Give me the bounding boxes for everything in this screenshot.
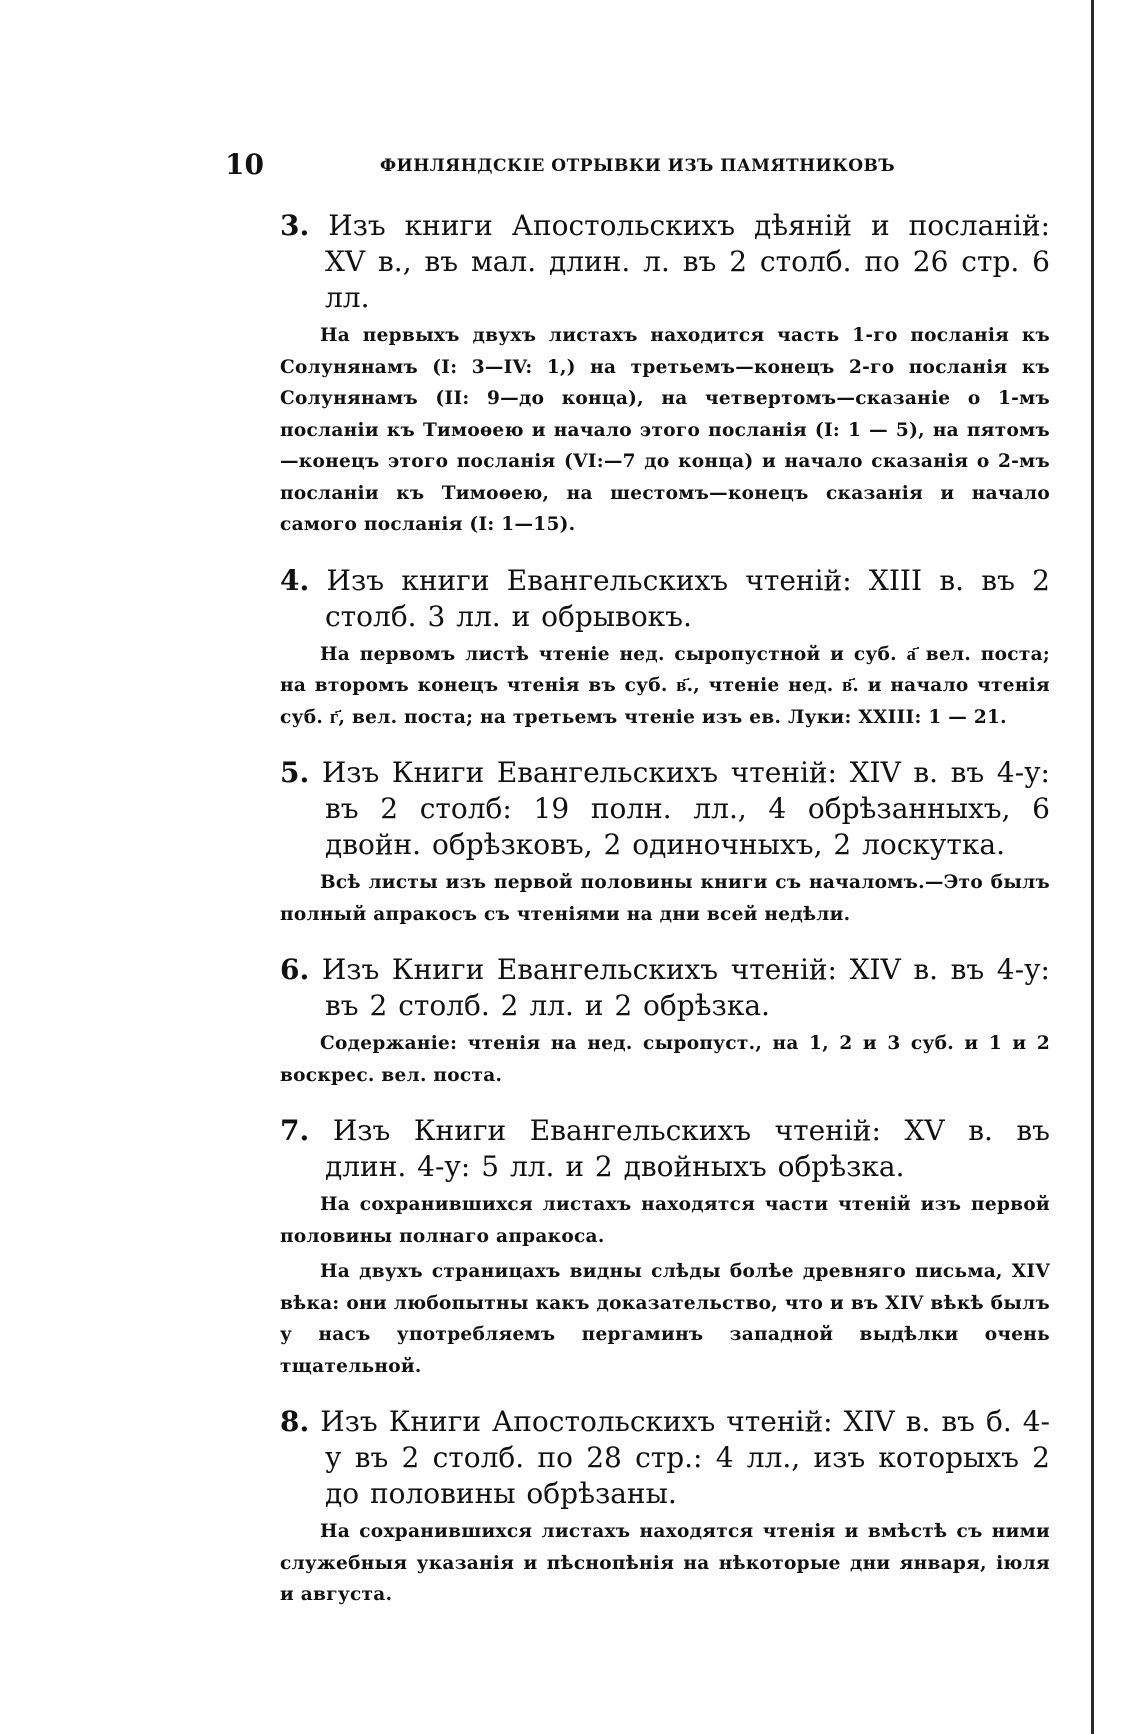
entry-number: 4. bbox=[280, 563, 310, 597]
catalog-entry bbox=[280, 1113, 1050, 1382]
entry-heading bbox=[280, 563, 1050, 635]
page-body bbox=[280, 208, 1050, 1633]
entry-title: Изъ книги Евангельскихъ чтеній: XIII в. въ 2 столб. 3 лл. и обрывокъ. bbox=[325, 563, 1050, 633]
catalog-entry bbox=[280, 755, 1050, 930]
entry-description: Всѣ листы изъ первой половины книги съ началомъ.—Это былъ полный апракосъ съ чтеніями на дни всей недѣли. bbox=[280, 872, 1050, 925]
entry-heading bbox=[280, 1113, 1050, 1185]
entry-description: Содержаніе: чтенія на нед. сыропуст., на 1, 2 и 3 суб. и 1 и 2 воскрес. вел. поста. bbox=[280, 1033, 1050, 1086]
catalog-entry bbox=[280, 563, 1050, 734]
running-head: ФИНЛЯНДСКІЕ ОТРЫВКИ ИЗЪ ПАМЯТНИКОВЪ bbox=[380, 156, 896, 176]
page-edge-line bbox=[1091, 0, 1094, 1734]
entry-heading bbox=[280, 208, 1050, 316]
entry-description: На сохранившихся листахъ находятся части чтеній изъ первой половины полнаго апракоса. bbox=[280, 1194, 1050, 1247]
catalog-entry bbox=[280, 208, 1050, 541]
page-number: 10 bbox=[225, 148, 264, 181]
entry-title: Изъ Книги Евангельскихъ чтеній: XV в. въ длин. 4-у: 5 лл. и 2 двойныхъ обрѣзка. bbox=[325, 1114, 1050, 1183]
entry-heading bbox=[280, 755, 1050, 863]
entry-title: Изъ книги Апостольскихъ дѣяній и посланій: XV в., въ мал. длин. л. въ 2 столб. по 26 стр. 6 лл. bbox=[325, 209, 1050, 314]
entry-title: Изъ Книги Апостольскихъ чтеній: XIV в. въ б. 4-у въ 2 столб. по 28 стр.: 4 лл., изъ которыхъ 2 до половины обрѣзаны. bbox=[320, 1405, 1050, 1510]
entry-number: 3. bbox=[280, 209, 310, 242]
entry-number: 6. bbox=[280, 953, 310, 986]
entry-number: 7. bbox=[280, 1114, 310, 1147]
entry-description: На первомъ листѣ чтеніе нед. сыропустной и суб. а҃ вел. поста; на второмъ конецъ чтенія въ суб. в҃., чтеніе нед. в҃. и начало чтенія суб. г҃, вел. поста; на третьемъ чтеніе изъ ев. Луки: XXIII: 1 — 21. bbox=[280, 643, 1050, 728]
entry-title: Изъ Книги Евангельскихъ чтеній: XIV в. въ 4-у: въ 2 столб: 19 полн. лл., 4 обрѣзанныхъ, 6 двойн. обрѣзковъ, 2 одиночныхъ, 2 лоскутка. bbox=[321, 756, 1050, 861]
catalog-entry bbox=[280, 952, 1050, 1091]
entry-number: 5. bbox=[280, 756, 310, 789]
entry-heading bbox=[280, 952, 1050, 1024]
catalog-entry bbox=[280, 1404, 1050, 1611]
entry-title: Изъ Книги Евангельскихъ чтеній: XIV в. въ 4-у: въ 2 столб. 2 лл. и 2 обрѣзка. bbox=[321, 953, 1050, 1022]
entry-number: 8. bbox=[280, 1405, 310, 1438]
entry-heading bbox=[280, 1404, 1050, 1512]
entry-description: На двухъ страницахъ видны слѣды болѣе древняго письма, XIV вѣка: они любопытны какъ доказательство, что и въ XIV вѣкѣ былъ у насъ употребляемъ пергаминъ западной выдѣлки очень тщательной. bbox=[280, 1261, 1050, 1377]
entry-description: На сохранившихся листахъ находятся чтенія и вмѣстѣ съ ними служебныя указанія и пѣснопѣнія на нѣкоторые дни января, іюля и августа. bbox=[280, 1521, 1050, 1605]
entry-description: На первыхъ двухъ листахъ находится часть 1-го посланія къ Солунянамъ (I: 3—IV: 1,) на третьемъ—конецъ 2-го посланія къ Солунянамъ (II: 9—до конца), на четвертомъ—сказаніе о 1-мъ посланіи къ Тимоѳею и начало этого посланія (I: 1 — 5), на пятомъ—конецъ этого посланія (VI:—7 до конца) и начало сказанія о 2-мъ посланіи къ Тимоѳею, на шестомъ—конецъ сказанія и начало самого посланія (I: 1—15). bbox=[280, 325, 1050, 535]
